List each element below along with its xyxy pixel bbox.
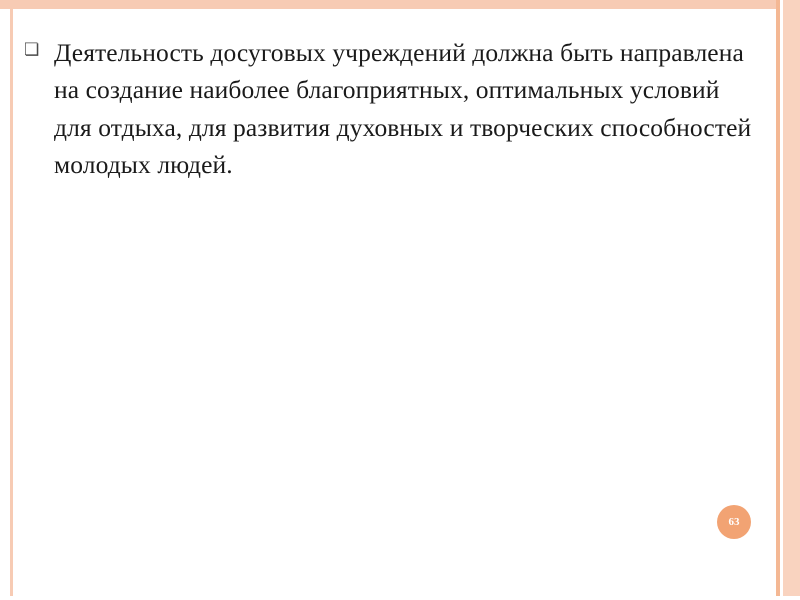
right-decorative-bar bbox=[783, 0, 800, 600]
slide-body bbox=[22, 34, 752, 184]
top-decorative-bar bbox=[0, 0, 800, 9]
list-item bbox=[22, 34, 752, 184]
bullet-square-icon: ❏ bbox=[24, 40, 40, 60]
right-gap-divider bbox=[780, 0, 783, 600]
page-number-badge: 63 bbox=[717, 505, 751, 539]
right-accent-line bbox=[776, 0, 780, 600]
left-accent-line bbox=[10, 9, 13, 600]
bottom-divider bbox=[0, 596, 800, 600]
list-item-label: Деятельность досуговых учреждений должна быть направлена на создание наиболее благоприятных, оптимальных условий для отдыха, для развития духовных и творческих способностей молодых людей. bbox=[54, 38, 752, 180]
